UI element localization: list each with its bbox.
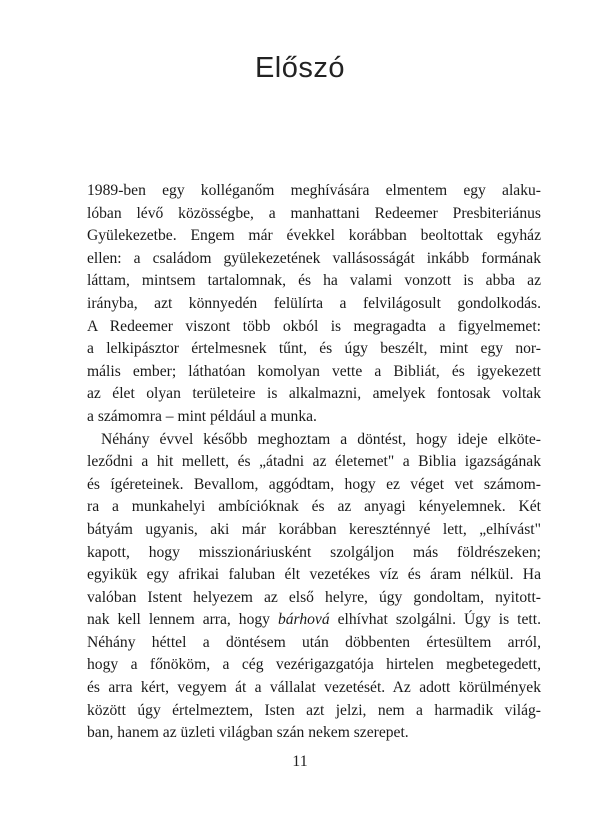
text-line-with-italic	[87, 609, 541, 632]
text-line: és ígéreteinek. Bevallom, aggódtam, hogy ez véget vet számom-	[87, 475, 541, 493]
text-line: és arra kért, vegyem át a vállalat vezetését. Az adott körülmények	[87, 679, 541, 697]
text-line: között úgy értelmeztem, Isten azt jelzi, nem a harmadik világ-	[87, 701, 541, 719]
text-line: A Redeemer viszont több okból is megragadta a figyelmemet:	[87, 317, 541, 335]
text-line: Néhány héttel a döntésem után döbbenten értesültem arról,	[87, 633, 541, 651]
text-line: az élet olyan területeire is alkalmazni, amelyek fontosak voltak	[87, 385, 541, 403]
italic-word: bárhová	[277, 611, 330, 629]
text-line: hogy a főnököm, a cég vezérigazgatója hirtelen megbetegedett,	[87, 656, 541, 674]
text-line: leződni a hit mellett, és „átadni az életemet" a Biblia igazságának	[87, 453, 541, 471]
text-segment: elhívhat szolgálni. Úgy is tett.	[329, 611, 541, 629]
text-line: irányba, azt könnyedén felülírta a felvilágosult gondolkodás.	[87, 294, 541, 312]
text-line: a lelkipásztor értelmesnek tűnt, és úgy beszélt, mint egy nor-	[87, 340, 541, 358]
text-line: Néhány évvel később meghoztam a döntést, hogy ideje elköte-	[101, 430, 541, 448]
text-line: lóban lévő közösségbe, a manhattani Redeemer Presbiteriánus	[87, 204, 541, 222]
text-line: ra a munkahelyi ambícióknak és az anyagi kényelemnek. Két	[87, 498, 541, 516]
text-line: egyikük egy afrikai faluban élt vezetékes víz és áram nélkül. Ha	[87, 566, 541, 584]
text-segment: nak kell lennem arra, hogy	[87, 611, 278, 629]
paragraph-1	[87, 180, 541, 429]
text-line: Gyülekezetbe. Engem már évekkel korábban beoltottak egyház	[87, 227, 541, 245]
text-line: ellen: a családom gyülekezetének vallásosságát inkább formának	[87, 249, 541, 267]
page-number: 11	[292, 753, 308, 770]
text-line: ban, hanem az üzleti világban szán nekem szerepet.	[87, 724, 409, 742]
text-line: a számomra – mint például a munka.	[87, 407, 317, 425]
text-line: 1989-ben egy kolléganőm meghívására elmentem egy alaku-	[87, 182, 541, 199]
paragraph-2	[87, 429, 541, 745]
text-line: mális ember; láthatóan komolyan vette a Bibliát, és igyekezett	[87, 362, 541, 380]
text-line: láttam, mintsem tartalomnak, és ha valami vonzott is abba az	[87, 272, 541, 290]
text-line: valóban Istent helyezem az első helyre, úgy gondoltam, nyitott-	[87, 588, 541, 606]
text-line: bátyám ugyanis, aki már korábban kereszténnyé lett, „elhívást"	[87, 520, 541, 538]
chapter-title: Előszó	[254, 52, 346, 84]
body-text	[87, 180, 541, 745]
text-line: kapott, hogy misszionáriusként szolgáljon más földrészeken;	[87, 543, 541, 561]
